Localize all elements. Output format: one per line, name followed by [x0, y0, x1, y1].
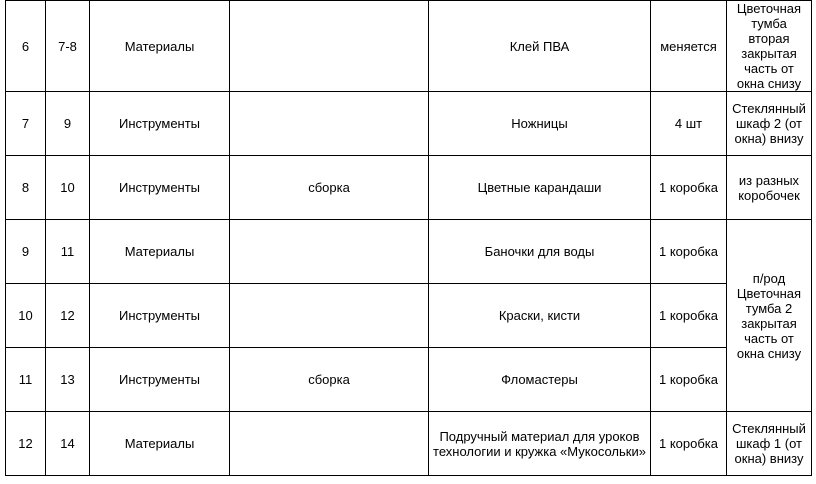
category-cell: Инструменты	[90, 284, 230, 348]
table-row	[6, 284, 812, 348]
quantity-cell: 1 коробка	[651, 412, 727, 476]
quantity-cell: 1 коробка	[651, 348, 727, 412]
location-cell: Стеклянный шкаф 2 (от окна) внизу	[727, 92, 812, 156]
item-cell: Клей ПВА	[429, 1, 651, 92]
quantity-cell: меняется	[651, 1, 727, 92]
row-number: 8	[6, 156, 46, 220]
item-cell: Ножницы	[429, 92, 651, 156]
group-cell	[230, 220, 429, 284]
quantity-cell: 4 шт	[651, 92, 727, 156]
category-cell: Инструменты	[90, 156, 230, 220]
location-cell: Цветочная тумба вторая закрытая часть от окна снизу	[727, 1, 812, 92]
group-cell	[230, 92, 429, 156]
category-cell: Инструменты	[90, 348, 230, 412]
group-cell: сборка	[230, 348, 429, 412]
item-cell: Баночки для воды	[429, 220, 651, 284]
table-row	[6, 412, 812, 476]
merged-location-cell: п/род Цветочная тумба 2 закрытая часть от окна снизу	[727, 220, 812, 412]
quantity-cell: 1 коробка	[651, 284, 727, 348]
position-number: 12	[46, 284, 90, 348]
group-cell	[230, 1, 429, 92]
quantity-cell: 1 коробка	[651, 156, 727, 220]
table-row	[6, 348, 812, 412]
item-cell: Цветные карандаши	[429, 156, 651, 220]
category-cell: Материалы	[90, 1, 230, 92]
item-cell: Фломастеры	[429, 348, 651, 412]
group-cell	[230, 284, 429, 348]
table-row	[6, 220, 812, 284]
location-cell: из разных коробочек	[727, 156, 812, 220]
category-cell: Материалы	[90, 412, 230, 476]
position-number: 13	[46, 348, 90, 412]
position-number: 11	[46, 220, 90, 284]
row-number: 11	[6, 348, 46, 412]
position-number: 7-8	[46, 1, 90, 92]
inventory-table	[5, 0, 812, 476]
category-cell: Инструменты	[90, 92, 230, 156]
table-row	[6, 156, 812, 220]
group-cell: сборка	[230, 156, 429, 220]
category-cell: Материалы	[90, 220, 230, 284]
item-cell: Краски, кисти	[429, 284, 651, 348]
group-cell	[230, 412, 429, 476]
position-number: 10	[46, 156, 90, 220]
item-cell: Подручный материал для уроков технологии и кружка «Мукосольки»	[429, 412, 651, 476]
row-number: 12	[6, 412, 46, 476]
quantity-cell: 1 коробка	[651, 220, 727, 284]
table-row	[6, 1, 812, 92]
row-number: 7	[6, 92, 46, 156]
table-row	[6, 92, 812, 156]
row-number: 9	[6, 220, 46, 284]
position-number: 9	[46, 92, 90, 156]
location-cell: Стеклянный шкаф 1 (от окна) внизу	[727, 412, 812, 476]
row-number: 6	[6, 1, 46, 92]
position-number: 14	[46, 412, 90, 476]
row-number: 10	[6, 284, 46, 348]
